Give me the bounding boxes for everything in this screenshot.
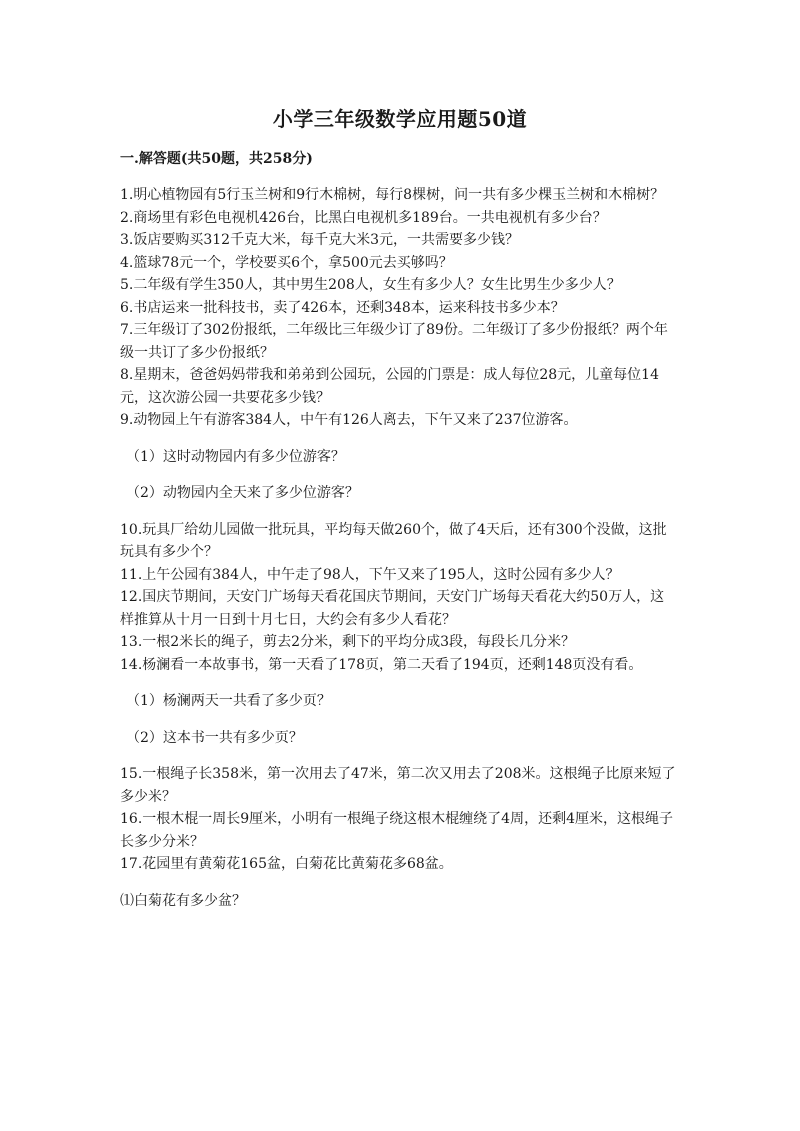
question-5: 5.二年级有学生350人，其中男生208人，女生有多少人？女生比男生少多少人？	[120, 277, 621, 293]
page-title: 小学三年级数学应用题50道	[272, 107, 528, 131]
question-1: 1.明心植物园有5行玉兰树和9行木棉树，每行8棵树，问一共有多少棵玉兰树和木棉树？	[120, 187, 665, 203]
question-4: 4.篮球78元一个，学校要买6个，拿500元去买够吗？	[120, 254, 453, 271]
question-9-part-1: （1）这时动物园内有多少位游客？	[126, 448, 345, 465]
question-8: 8.星期末，爸爸妈妈带我和弟弟到公园玩，公园的门票是：成人每位28元，儿童每位14元，这次游公园一共要花多少钱？	[120, 367, 659, 406]
question-9-part-2: （2）动物园内全天来了多少位游客？	[126, 485, 359, 501]
question-6: 6.书店运来一批科技书，卖了426本，还剩348本，运来科技书多少本？	[120, 299, 565, 316]
question-list	[120, 184, 678, 926]
question-12: 12.国庆节期间，天安门广场每天看花国庆节期间，天安门广场每天看花大约50万人，这样推算从十月一日到十月七日，大约会有多少人看花？	[120, 589, 665, 628]
section-heading: 一.解答题(共50题，共258分)	[120, 151, 313, 167]
question-15: 15.一根绳子长358米，第一次用去了47米，第二次又用去了208米。这根绳子比原来短了多少米？	[120, 766, 676, 805]
question-16: 16.一根木棍一周长9厘米，小明有一根绳子绕这根木棍缠绕了4周，还剩4厘米，这根绳子长多少分米？	[120, 811, 673, 850]
question-14-part-2: （2）这本书一共有多少页？	[126, 729, 303, 746]
question-13: 13.一根2米长的绳子，剪去2分米，剩下的平均分成3段，每段长几分米？	[120, 634, 575, 650]
question-3: 3.饭店要购买312千克大米，每千克大米3元，一共需要多少钱？	[120, 232, 519, 248]
question-17-part-1: ⑴白菊花有多少盆？	[120, 892, 246, 909]
question-14: 14.杨澜看一本故事书，第一天看了178页，第二天看了194页，还剩148页没有看。	[120, 656, 643, 673]
question-14-part-1: （1）杨澜两天一共看了多少页？	[126, 693, 331, 709]
question-2: 2.商场里有彩色电视机426台，比黑白电视机多189台。一共电视机有多少台？	[120, 209, 607, 226]
question-7: 7.三年级订了302份报纸，二年级比三年级少订了89份。二年级订了多少份报纸？两个年级一共订了多少份报纸？	[120, 322, 668, 361]
question-11: 11.上午公园有384人，中午走了98人，下午又来了195人，这时公园有多少人？	[120, 566, 620, 583]
question-17: 17.花园里有黄菊花165盆，白菊花比黄菊花多68盆。	[120, 856, 453, 872]
question-10: 10.玩具厂给幼儿园做一批玩具，平均每天做260个，做了4天后，还有300个没做，这批玩具有多少个？	[120, 521, 667, 560]
question-9: 9.动物园上午有游客384人，中午有126人离去，下午又来了237位游客。	[120, 412, 578, 428]
